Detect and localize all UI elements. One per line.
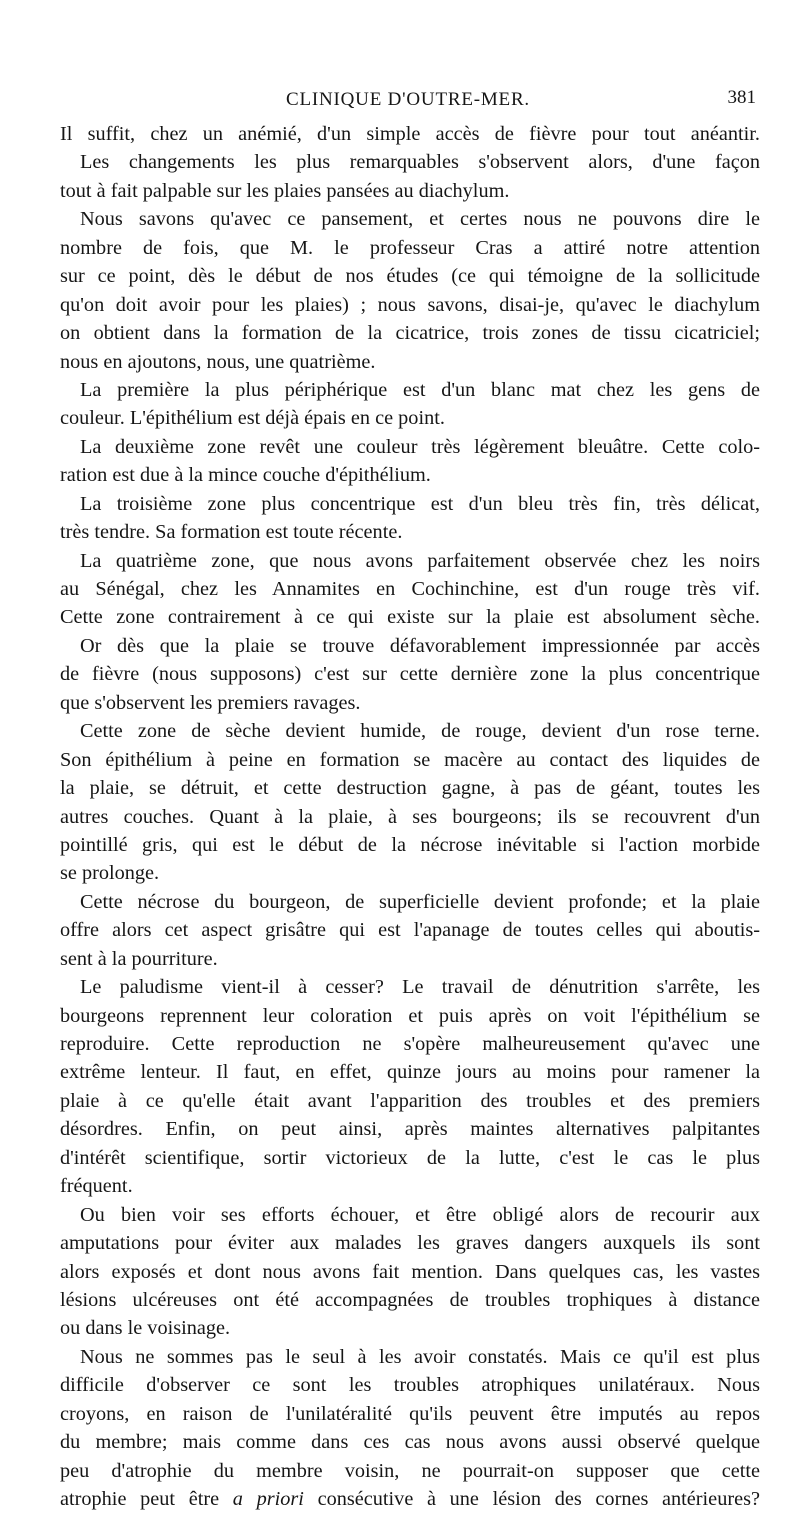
text-line: Cette nécrose du bourgeon, de superficielle devient profonde; et la plaie [80, 890, 760, 913]
text-line: au Sénégal, chez les Annamites en Cochinchine, est d'un rouge très vif. [60, 578, 760, 600]
text-line: Il suffit, chez un anémié, d'un simple accès de fièvre pour tout anéantir. [60, 123, 760, 145]
text-line: alors exposés et dont nous avons fait mention. Dans quelques cas, les vastes [60, 1260, 760, 1283]
text-line: La deuxième zone revêt une couleur très légèrement bleuâtre. Cette colo- [80, 435, 760, 458]
text-line: croyons, en raison de l'unilatéralité qu'ils peuvent être imputés au repos [60, 1402, 760, 1425]
text-line: se prolonge. [60, 862, 160, 885]
text-line: plaie à ce qu'elle était avant l'apparition des troubles et des premiers [60, 1089, 760, 1112]
text-line: Nous ne sommes pas le seul à les avoir constatés. Mais ce qu'il est plus [80, 1345, 760, 1368]
text-line: tout à fait palpable sur les plaies pansées au diachylum. [60, 179, 510, 202]
text-line: pointillé gris, qui est le début de la nécrose inévitable si l'action morbide [60, 833, 760, 856]
text-line: fréquent. [60, 1175, 133, 1198]
text-segment: atrophie peut être [60, 1488, 233, 1510]
body-text [60, 120, 760, 1513]
text-line: difficile d'observer ce sont les troubles atrophiques unilatéraux. Nous [60, 1374, 760, 1397]
text-line: lésions ulcéreuses ont été accompagnées de troubles trophiques à distance [60, 1288, 760, 1311]
text-line: que s'observent les premiers ravages. [60, 691, 361, 714]
text-line: nous en ajoutons, nous, une quatrième. [60, 350, 376, 373]
text-line: nombre de fois, que M. le professeur Cras a attiré notre attention [60, 236, 760, 259]
text-line: Cette zone contrairement à ce qui existe sur la plaie est absolument sèche. [60, 606, 760, 629]
text-segment: consécutive à une lésion des cornes antérieures? [303, 1488, 760, 1510]
text-line: Les changements les plus remarquables s'observent alors, d'une façon [80, 151, 760, 174]
text-line: sent à la pourriture. [60, 947, 218, 970]
text-line: du membre; mais comme dans ces cas nous avons aussi observé quelque [60, 1431, 760, 1454]
text-line: La troisième zone plus concentrique est d'un bleu très fin, très délicat, [80, 492, 760, 515]
text-line: qu'on doit avoir pour les plaies) ; nous savons, disai-je, qu'avec le diachylum [60, 293, 760, 316]
text-line: de fièvre (nous supposons) c'est sur cette dernière zone la plus concentrique [60, 663, 760, 686]
text-line: ou dans le voisinage. [60, 1317, 231, 1340]
text-line: peu d'atrophie du membre voisin, ne pourrait-on supposer que cette [60, 1459, 760, 1482]
text-line: autres couches. Quant à la plaie, à ses bourgeons; ils se recouvrent d'un [60, 805, 760, 828]
text-line-last [60, 1485, 760, 1513]
text-line: Son épithélium à peine en formation se macère au contact des liquides de [60, 748, 760, 771]
text-line: Or dès que la plaie se trouve défavorablement impressionnée par accès [80, 634, 760, 657]
page-header [60, 87, 756, 115]
text-line: couleur. L'épithélium est déjà épais en ce point. [60, 407, 445, 430]
text-line: la plaie, se détruit, et cette destruction gagne, à pas de géant, toutes les [60, 777, 760, 800]
text-line: très tendre. Sa formation est toute récente. [60, 521, 403, 544]
text-line: on obtient dans la formation de la cicatrice, trois zones de tissu cicatriciel; [60, 322, 760, 345]
running-title: CLINIQUE D'OUTRE-MER. [286, 89, 530, 110]
text-line: désordres. Enfin, on peut ainsi, après maintes alternatives palpitantes [60, 1118, 760, 1141]
text-line: Nous savons qu'avec ce pansement, et certes nous ne pouvons dire le [80, 208, 760, 231]
text-line: bourgeons reprennent leur coloration et puis après on voit l'épithélium se [60, 1004, 760, 1027]
italic-phrase: a priori [232, 1488, 304, 1510]
text-line: Ou bien voir ses efforts échouer, et être obligé alors de recourir aux [80, 1203, 760, 1226]
text-line: d'intérêt scientifique, sortir victorieux de la lutte, c'est le cas le plus [60, 1146, 760, 1169]
text-line: reproduire. Cette reproduction ne s'opère malheureusement qu'avec une [60, 1033, 760, 1055]
text-line: offre alors cet aspect grisâtre qui est l'apanage de toutes celles qui aboutis- [60, 919, 760, 942]
text-line: Cette zone de sèche devient humide, de rouge, devient d'un rose terne. [80, 720, 760, 743]
text-line: sur ce point, dès le début de nos études (ce qui témoigne de la sollicitude [60, 265, 760, 288]
text-line: Le paludisme vient-il à cesser? Le travail de dénutrition s'arrête, les [80, 976, 760, 999]
text-line: amputations pour éviter aux malades les graves dangers auxquels ils sont [60, 1232, 760, 1255]
text-line: La quatrième zone, que nous avons parfaitement observée chez les noirs [80, 549, 760, 572]
text-line: ration est due à la mince couche d'épithélium. [60, 464, 431, 487]
text-line: extrême lenteur. Il faut, en effet, quinze jours au moins pour ramener la [60, 1061, 760, 1084]
page-number: 381 [727, 87, 756, 108]
text-line: La première la plus périphérique est d'un blanc mat chez les gens de [80, 378, 760, 401]
